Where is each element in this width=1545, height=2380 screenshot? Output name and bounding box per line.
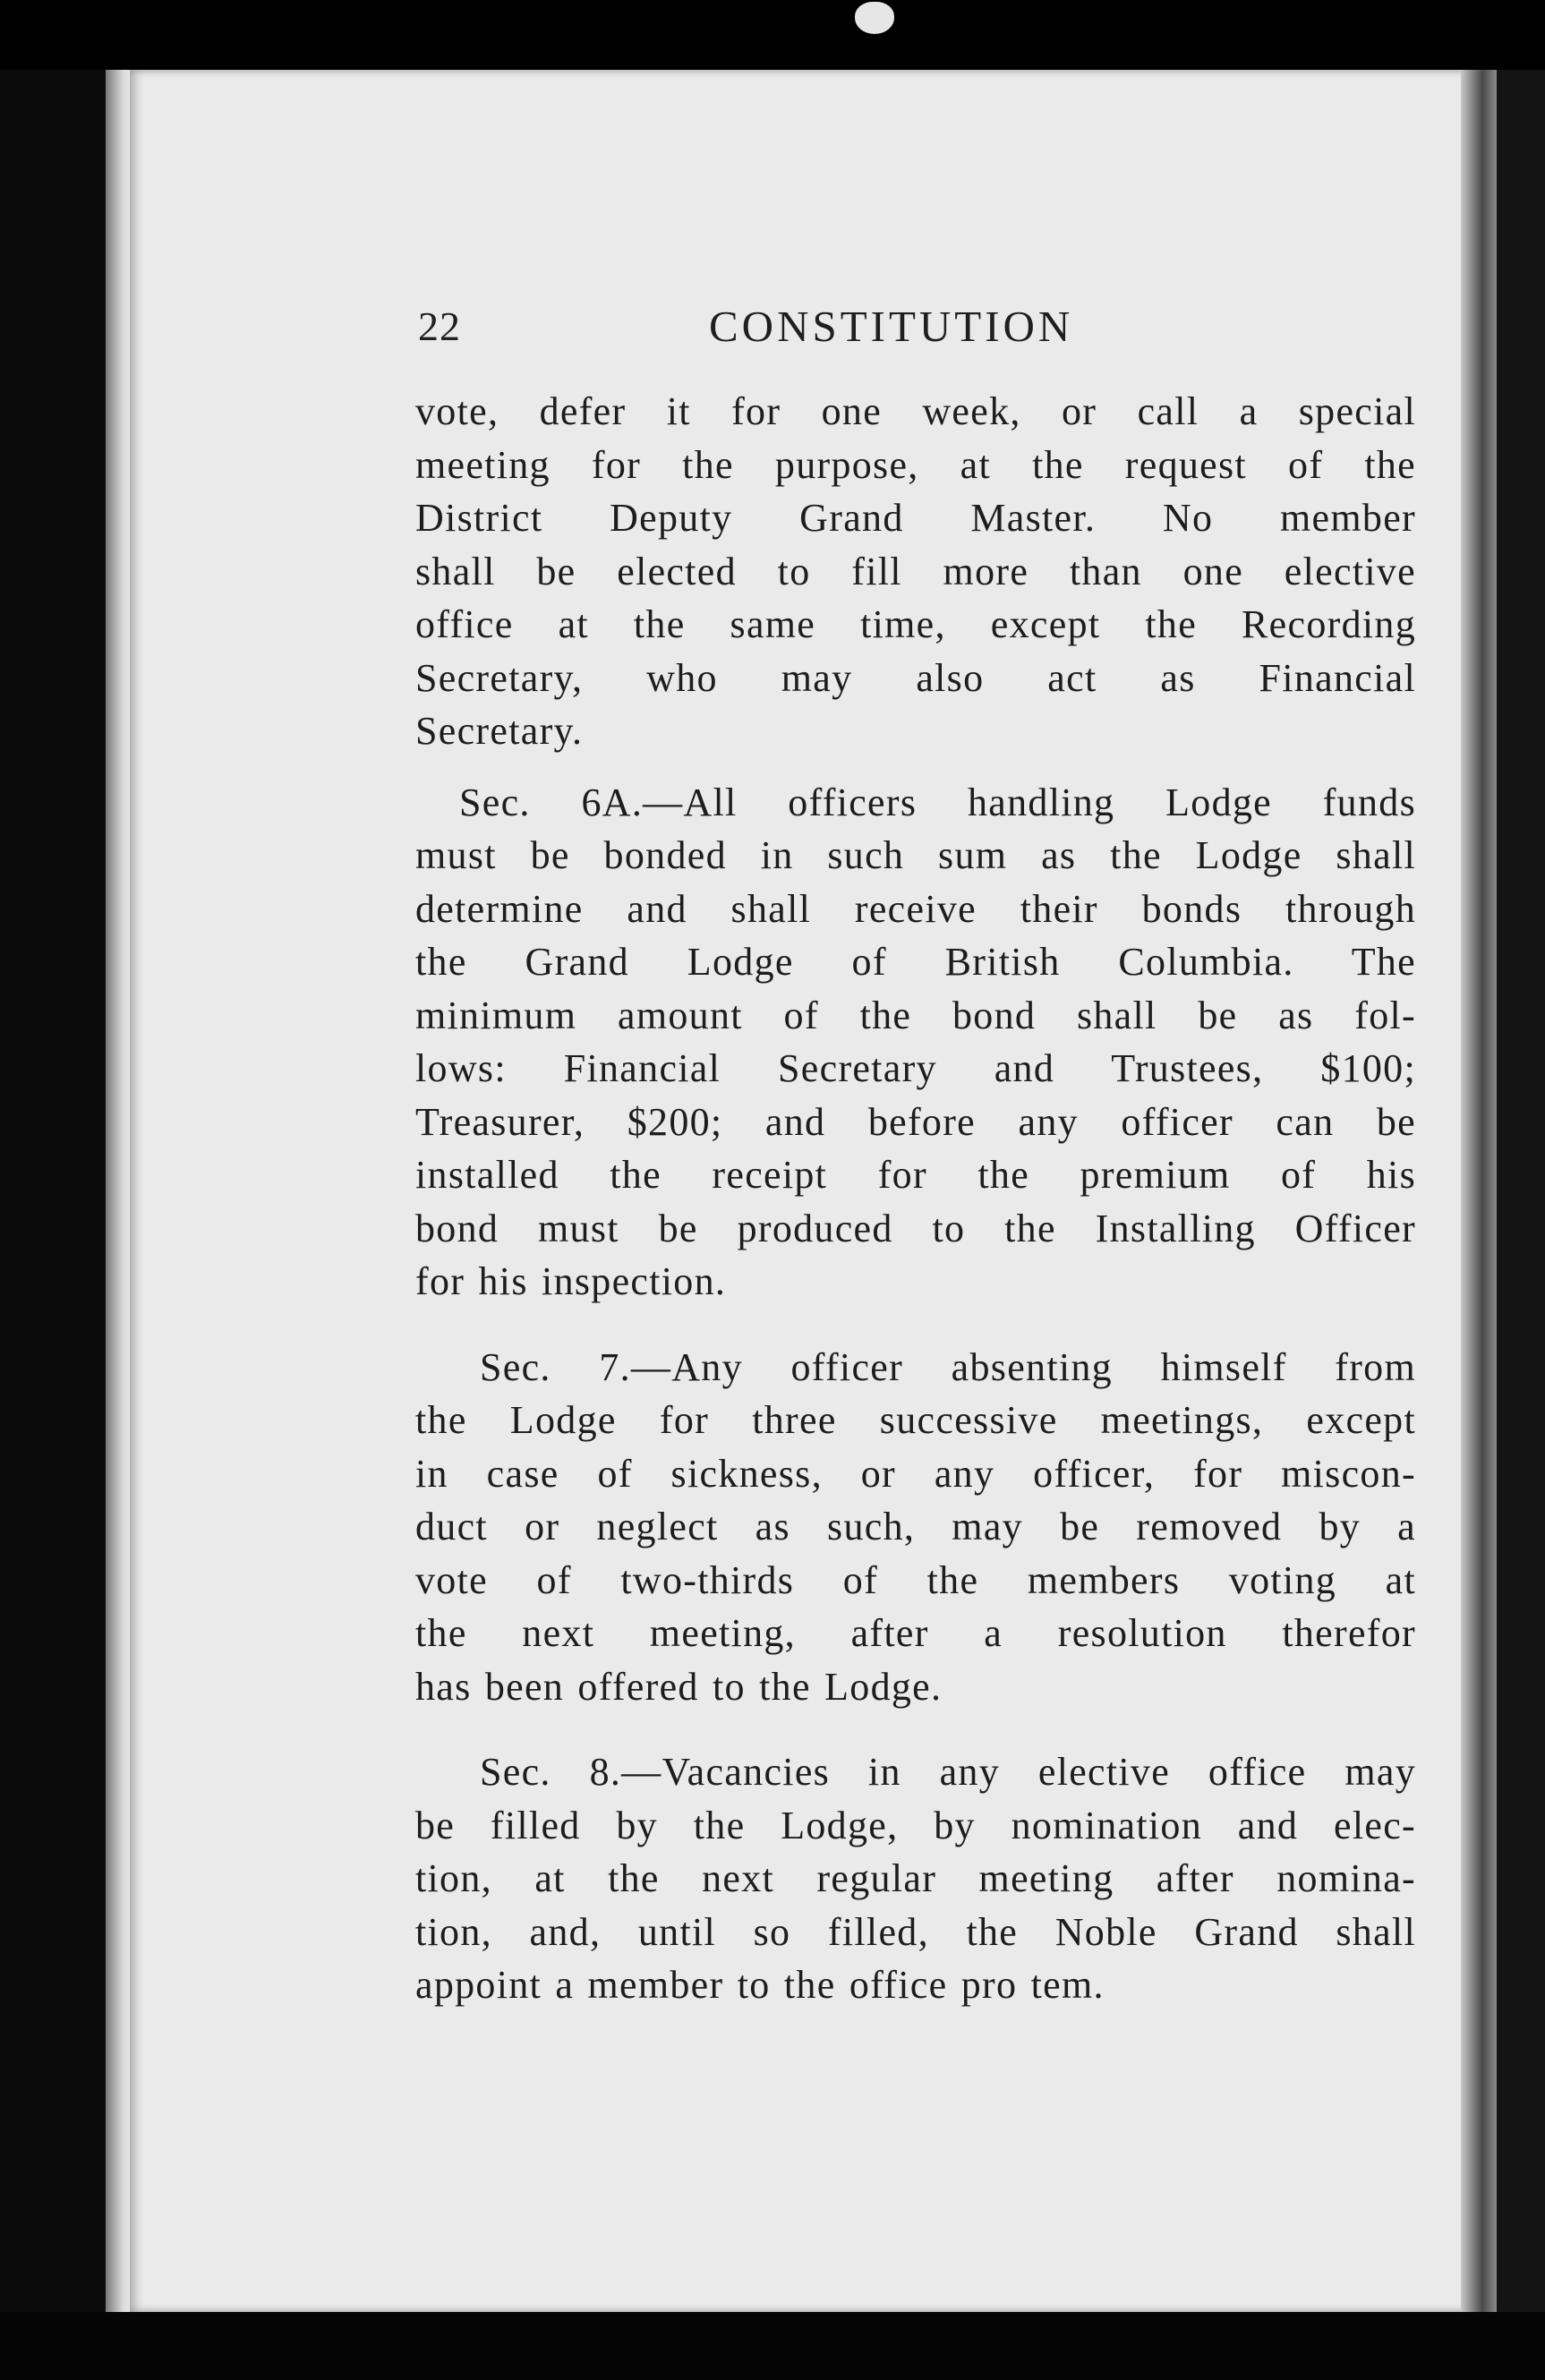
text-line: meeting for the purpose, at the request of the — [415, 442, 1416, 487]
text-line: duct or neglect as such, may be removed by a — [415, 1505, 1416, 1548]
text-line: installed the receipt for the premium of his — [415, 1153, 1416, 1197]
text-line: vote, defer it for one week, or call a special — [415, 389, 1416, 433]
text-line: Secretary, who may also act as Financial — [415, 655, 1416, 700]
text-line: office at the same time, except the Recording — [415, 602, 1416, 646]
text-line: Sec. 7.—Any officer absenting himself from — [480, 1344, 1416, 1389]
text-line: be filled by the Lodge, by nomination and elec- — [415, 1803, 1416, 1847]
scan-right-border — [1497, 70, 1545, 2312]
page-number: 22 — [418, 303, 461, 349]
text-line: for his inspection. — [415, 1259, 727, 1303]
text-line: determine and shall receive their bonds through — [415, 886, 1416, 931]
text-line: the Grand Lodge of British Columbia. The — [415, 940, 1416, 984]
text-line: vote of two-thirds of the members voting at — [415, 1557, 1416, 1602]
text-line: the Lodge for three successive meetings, except — [415, 1398, 1416, 1442]
text-line: the next meeting, after a resolution therefor — [415, 1611, 1416, 1655]
text-line: must be bonded in such sum as the Lodge shall — [415, 833, 1416, 877]
page-left-edge — [106, 70, 131, 2312]
page-binding-edge — [1461, 70, 1497, 2312]
section-7 — [415, 1341, 1416, 1714]
text-line: Treasurer, $200; and before any officer can be — [415, 1099, 1416, 1144]
page-header — [418, 295, 1416, 358]
section-8 — [415, 1745, 1416, 2012]
binding-clip-mark — [855, 2, 894, 34]
running-head: CONSTITUTION — [709, 302, 1074, 351]
text-line: appoint a member to the office pro tem. — [415, 1963, 1105, 2007]
text-line: lows: Financial Secretary and Trustees, $100; — [415, 1046, 1416, 1090]
constitution-text — [415, 385, 1416, 2012]
text-line: in case of sickness, or any officer, for miscon- — [415, 1451, 1416, 1496]
text-line: District Deputy Grand Master. No member — [415, 496, 1416, 540]
scan-bottom-border — [0, 2312, 1545, 2380]
paragraph-continuation — [415, 385, 1416, 758]
text-line: has been offered to the Lodge. — [415, 1664, 943, 1709]
text-line: Secretary. — [415, 709, 584, 753]
text-line: tion, at the next regular meeting after nomina- — [415, 1856, 1416, 1900]
text-line: tion, and, until so filled, the Noble Grand shall — [415, 1909, 1416, 1954]
text-line: bond must be produced to the Installing Officer — [415, 1206, 1416, 1250]
text-line: Sec. 8.—Vacancies in any elective office may — [480, 1750, 1416, 1794]
scan-top-border — [0, 0, 1545, 70]
text-line: shall be elected to fill more than one elective — [415, 549, 1416, 593]
section-6a — [415, 776, 1416, 1309]
text-line: minimum amount of the bond shall be as fol- — [415, 993, 1416, 1037]
text-line: Sec. 6A.—All officers handling Lodge funds — [459, 780, 1416, 824]
